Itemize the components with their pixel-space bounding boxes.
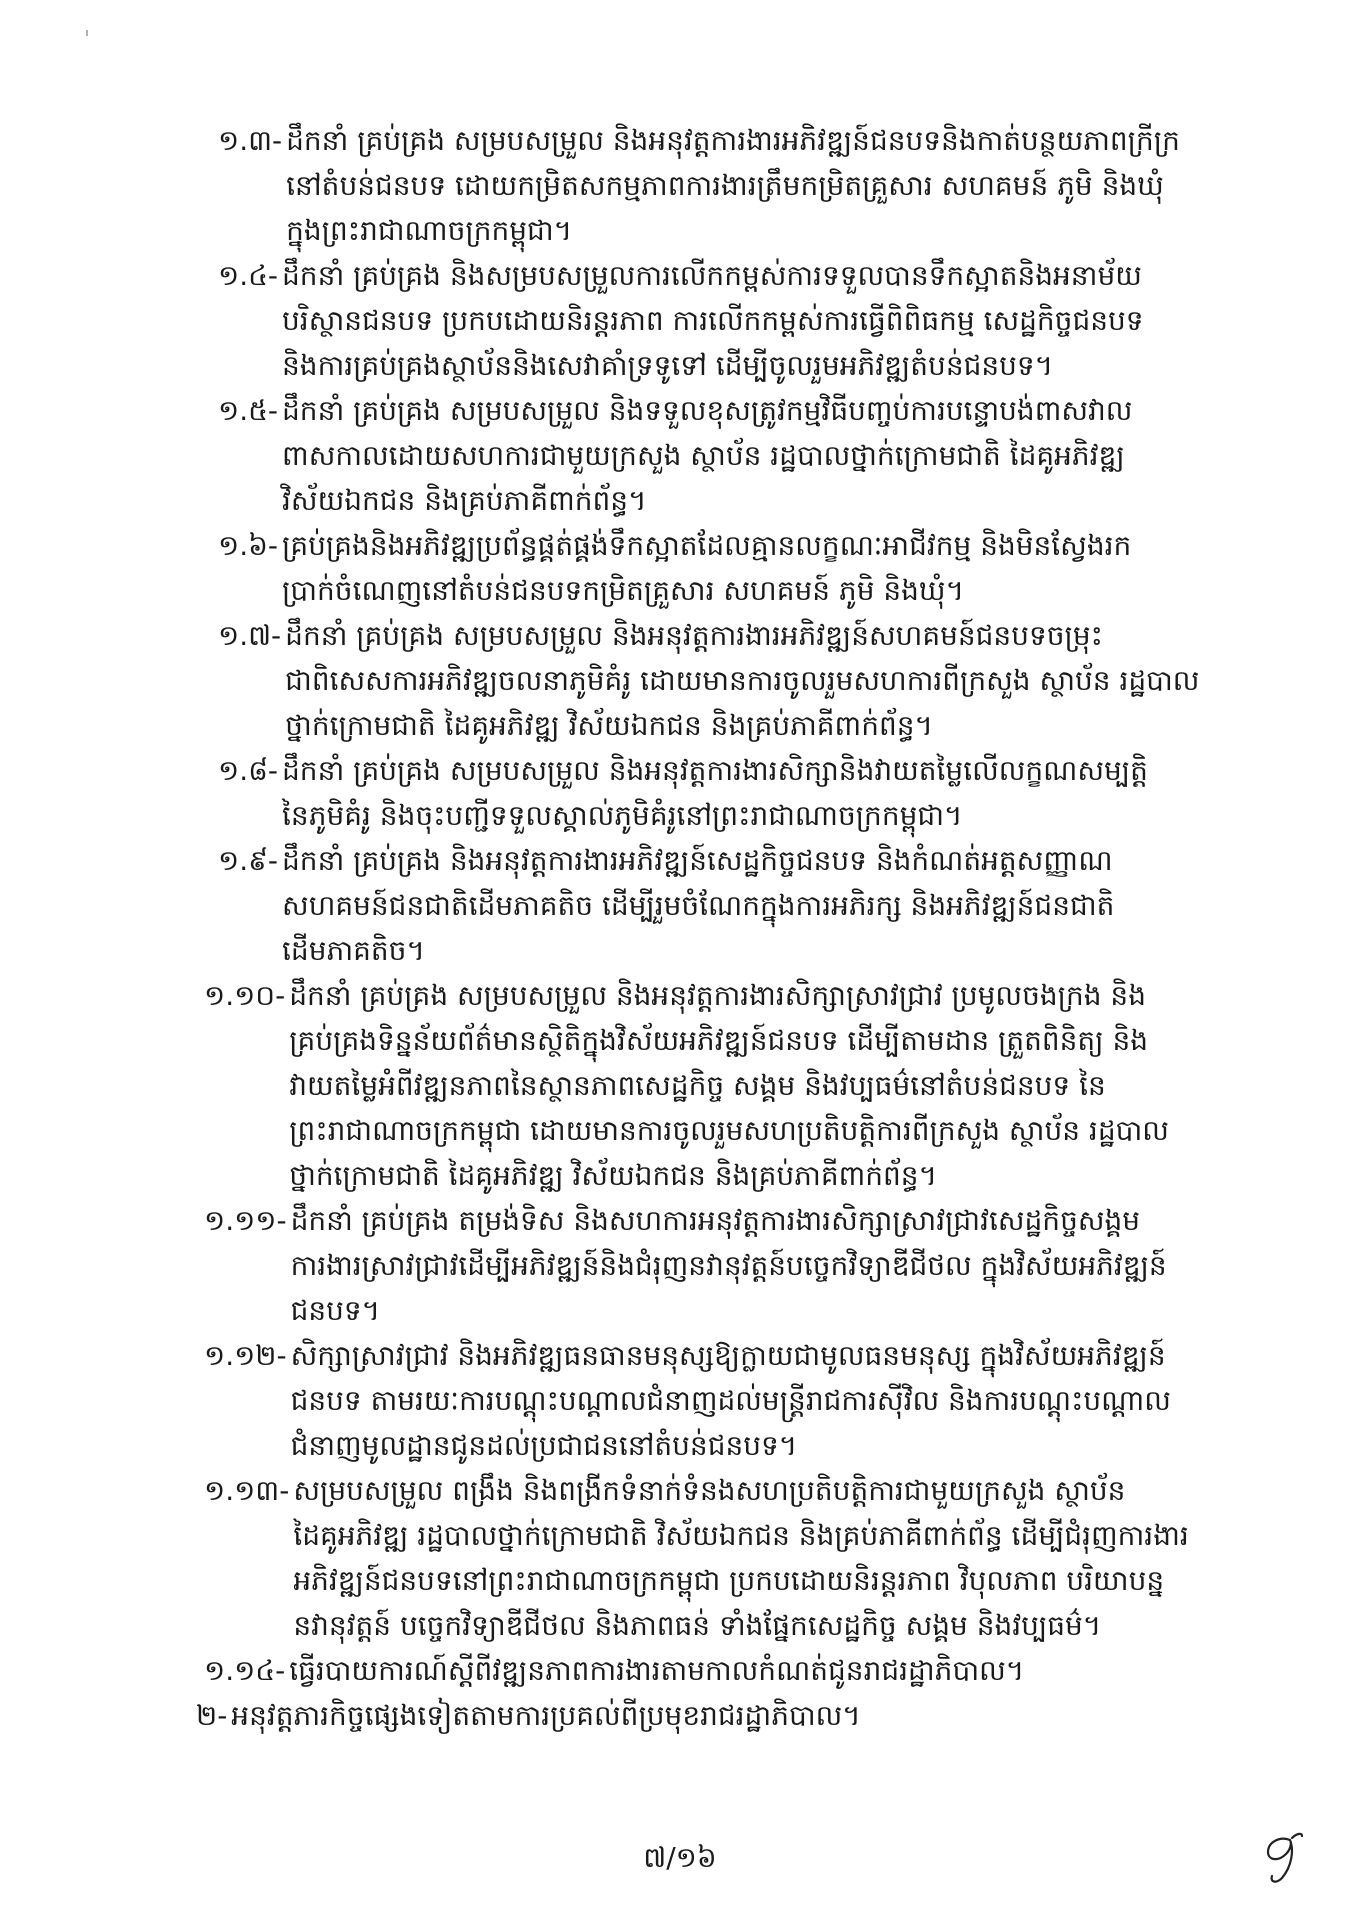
- item-number: ១.៤-: [218, 259, 279, 292]
- item-number: ១.១២-: [204, 1339, 287, 1372]
- item-text: ដឹកនាំ គ្រប់គ្រង សម្របសម្រួល និងអនុវត្តការងារសិក្សានិងវាយតម្លៃលើលក្ខណសម្បត្តិ នៃភូមិគំរូ និងចុះបញ្ជីទទួលស្គាល់ភូមិគំរូនៅព្រះរាជាណាចក្រកម្ពុជា។: [282, 754, 1148, 832]
- item-text: ដឹកនាំ គ្រប់គ្រង សម្របសម្រួល និងអនុវត្តការងារអភិវឌ្ឍន៍សហគមន៍ជនបទចម្រុះ ជាពិសេសការអភិវឌ្ឍចលនាភូមិគំរូ ដោយមានការចូលរួមសហការពីក្រសួង ស្ថាប័ន រដ្ឋបាល ថ្នាក់ក្រោមជាតិ ដៃគូអភិវឌ្ឍ វិស័យឯកជន និងគ្រប់ភាគីពាក់ព័ន្ធ។: [285, 619, 1200, 742]
- list-item-1-4: [218, 253, 1278, 388]
- item-text: គ្រប់គ្រងនិងអភិវឌ្ឍប្រព័ន្ធផ្គត់ផ្គង់ទឹកស្អាតដែលគ្មានលក្ខណៈអាជីវកម្ម និងមិនស្វែងរក ប្រាក់ចំណេញនៅតំបន់ជនបទកម្រិតគ្រួសារ សហគមន៍ ភូមិ និងឃុំ។: [282, 529, 1132, 607]
- list-item-1-8: [218, 748, 1278, 838]
- list-item-2: [196, 1693, 1256, 1738]
- item-number: ១.៣-: [218, 124, 283, 157]
- item-text: ដឹកនាំ គ្រប់គ្រង សម្របសម្រួល និងអនុវត្តការងារសិក្សាស្រាវជ្រាវ ប្រមូលចងក្រង និង គ្រប់គ្រងទិន្នន័យព័ត៌មានស្ថិតិក្នុងវិស័យអភិវឌ្ឍន៍ជនបទ ដើម្បីតាមដាន ត្រួតពិនិត្យ និង វាយតម្លៃអំពីវឌ្ឍនភាពនៃស្ថានភាពសេដ្ឋកិច្ច សង្គម និងវប្បធម៌នៅតំបន់ជនបទ នៃ ព្រះរាជាណាចក្រកម្ពុជា ដោយមានការចូលរួមសហប្រតិបត្តិការពីក្រសួង ស្ថាប័ន រដ្ឋបាល ថ្នាក់ក្រោមជាតិ ដៃគូអភិវឌ្ឍ វិស័យឯកជន និងគ្រប់ភាគីពាក់ព័ន្ធ។: [289, 979, 1169, 1192]
- item-text: ដឹកនាំ គ្រប់គ្រង សម្របសម្រួល និងទទួលខុសត្រូវកម្មវិធីបញ្ចប់ការបន្ទោបង់ពាសវាល ពាសកាលដោយសហការជាមួយក្រសួង ស្ថាប័ន រដ្ឋបាលថ្នាក់ក្រោមជាតិ ដៃគូអភិវឌ្ឍ វិស័យឯកជន និងគ្រប់ភាគីពាក់ព័ន្ធ។: [282, 394, 1133, 517]
- item-number: ១.១៣-: [204, 1474, 290, 1507]
- list-item-1-5: [218, 388, 1278, 523]
- item-number: ១.១០-: [204, 979, 286, 1012]
- list-item-1-12: [204, 1333, 1264, 1468]
- list-item-1-11: [204, 1198, 1264, 1333]
- item-number: ២-: [196, 1699, 228, 1732]
- item-number: ១.១១-: [204, 1204, 287, 1237]
- handwritten-initial-mark: [1256, 1826, 1306, 1886]
- item-number: ១.១៤-: [204, 1654, 286, 1687]
- item-text: សិក្សាស្រាវជ្រាវ និងអភិវឌ្ឍធនធានមនុស្សឱ្យក្លាយជាមូលធនមនុស្ស ក្នុងវិស័យអភិវឌ្ឍន៍ ជនបទ តាមរយៈការបណ្តុះបណ្តាលជំនាញដល់មន្ត្រីរាជការស៊ីវិល និងការបណ្តុះបណ្តាល ជំនាញមូលដ្ឋានជូនដល់ប្រជាជននៅតំបន់ជនបទ។: [290, 1339, 1171, 1462]
- list-item-1-3: [218, 118, 1278, 253]
- page-number: ៧/១៦: [643, 1841, 717, 1874]
- list-item-1-10: [204, 973, 1264, 1198]
- item-number: ១.៦-: [218, 529, 279, 562]
- list-item-1-9: [218, 838, 1278, 973]
- item-text: ដឹកនាំ គ្រប់គ្រង និងសម្របសម្រួលការលើកកម្ពស់ការទទួលបានទឹកស្អាតនិងអនាម័យ បរិស្ថានជនបទ ប្រកបដោយនិរន្តរភាព ការលើកកម្ពស់ការធ្វើពិពិធកម្ម សេដ្ឋកិច្ចជនបទ និងការគ្រប់គ្រងស្ថាប័ននិងសេវាគាំទ្រទូទៅ ដើម្បីចូលរួមអភិវឌ្ឍតំបន់ជនបទ។: [282, 259, 1144, 382]
- item-text: ដឹកនាំ គ្រប់គ្រង តម្រង់ទិស និងសហការអនុវត្តការងារសិក្សាស្រាវជ្រាវសេដ្ឋកិច្ចសង្គម ការងារស្រាវជ្រាវដើម្បីអភិវឌ្ឍន៍និងជំរុញនវានុវត្តន៍បច្ចេកវិទ្យាឌីជីថល ក្នុងវិស័យអភិវឌ្ឍន៍ ជនបទ។: [290, 1204, 1167, 1327]
- list-item-1-7: [218, 613, 1278, 748]
- item-number: ១.៥-: [218, 394, 279, 427]
- item-text: សម្របសម្រួល ពង្រឹង និងពង្រីកទំនាក់ទំនងសហប្រតិបត្តិការជាមួយក្រសួង ស្ថាប័ន ដៃគូអភិវឌ្ឍ រដ្ឋបាលថ្នាក់ក្រោមជាតិ វិស័យឯកជន និងគ្រប់ភាគីពាក់ព័ន្ធ ដើម្បីជំរុញការងារ អភិវឌ្ឍន៍ជនបទនៅព្រះរាជាណាចក្រកម្ពុជា ប្រកបដោយនិរន្តរភាព វិបុលភាព បរិយាបន្ន នវានុវត្តន៍ បច្ចេកវិទ្យាឌីជីថល និងភាពធន់ ទាំងផ្នែកសេដ្ឋកិច្ច សង្គម និងវប្បធម៌។: [293, 1474, 1189, 1642]
- list-item-1-13: [204, 1468, 1264, 1648]
- item-text: ធ្វើរបាយការណ៍ស្តីពីវឌ្ឍនភាពការងារតាមកាលកំណត់ជូនរាជរដ្ឋាភិបាល។: [289, 1654, 1025, 1687]
- list-item-1-6: [218, 523, 1278, 613]
- item-text: ដឹកនាំ គ្រប់គ្រង និងអនុវត្តការងារអភិវឌ្ឍន៍សេដ្ឋកិច្ចជនបទ និងកំណត់អត្តសញ្ញាណ សហគមន៍ជនជាតិដើមភាគតិច ដើម្បីរួមចំណែកក្នុងការអភិរក្ស និងអភិវឌ្ឍន៍ជនជាតិ ដើមភាគតិច។: [282, 844, 1115, 967]
- item-number: ១.៨-: [218, 754, 279, 787]
- list-item-1-14: [204, 1648, 1264, 1693]
- item-number: ១.៧-: [218, 619, 282, 652]
- item-text: អនុវត្តភារកិច្ចផ្សេងទៀតតាមការប្រគល់ពីប្រមុខរាជរដ្ឋាភិបាល។: [231, 1699, 861, 1732]
- scan-speck: [86, 30, 88, 36]
- item-text: ដឹកនាំ គ្រប់គ្រង សម្របសម្រួល និងអនុវត្តការងារអភិវឌ្ឍន៍ជនបទនិងកាត់បន្ថយភាពក្រីក្រ នៅតំបន់ជនបទ ដោយកម្រិតសកម្មភាពការងារត្រឹមកម្រិតគ្រួសារ សហគមន៍ ភូមិ និងឃុំ ក្នុងព្រះរាជាណាចក្រកម្ពុជា។: [286, 124, 1180, 247]
- item-number: ១.៩-: [218, 844, 279, 877]
